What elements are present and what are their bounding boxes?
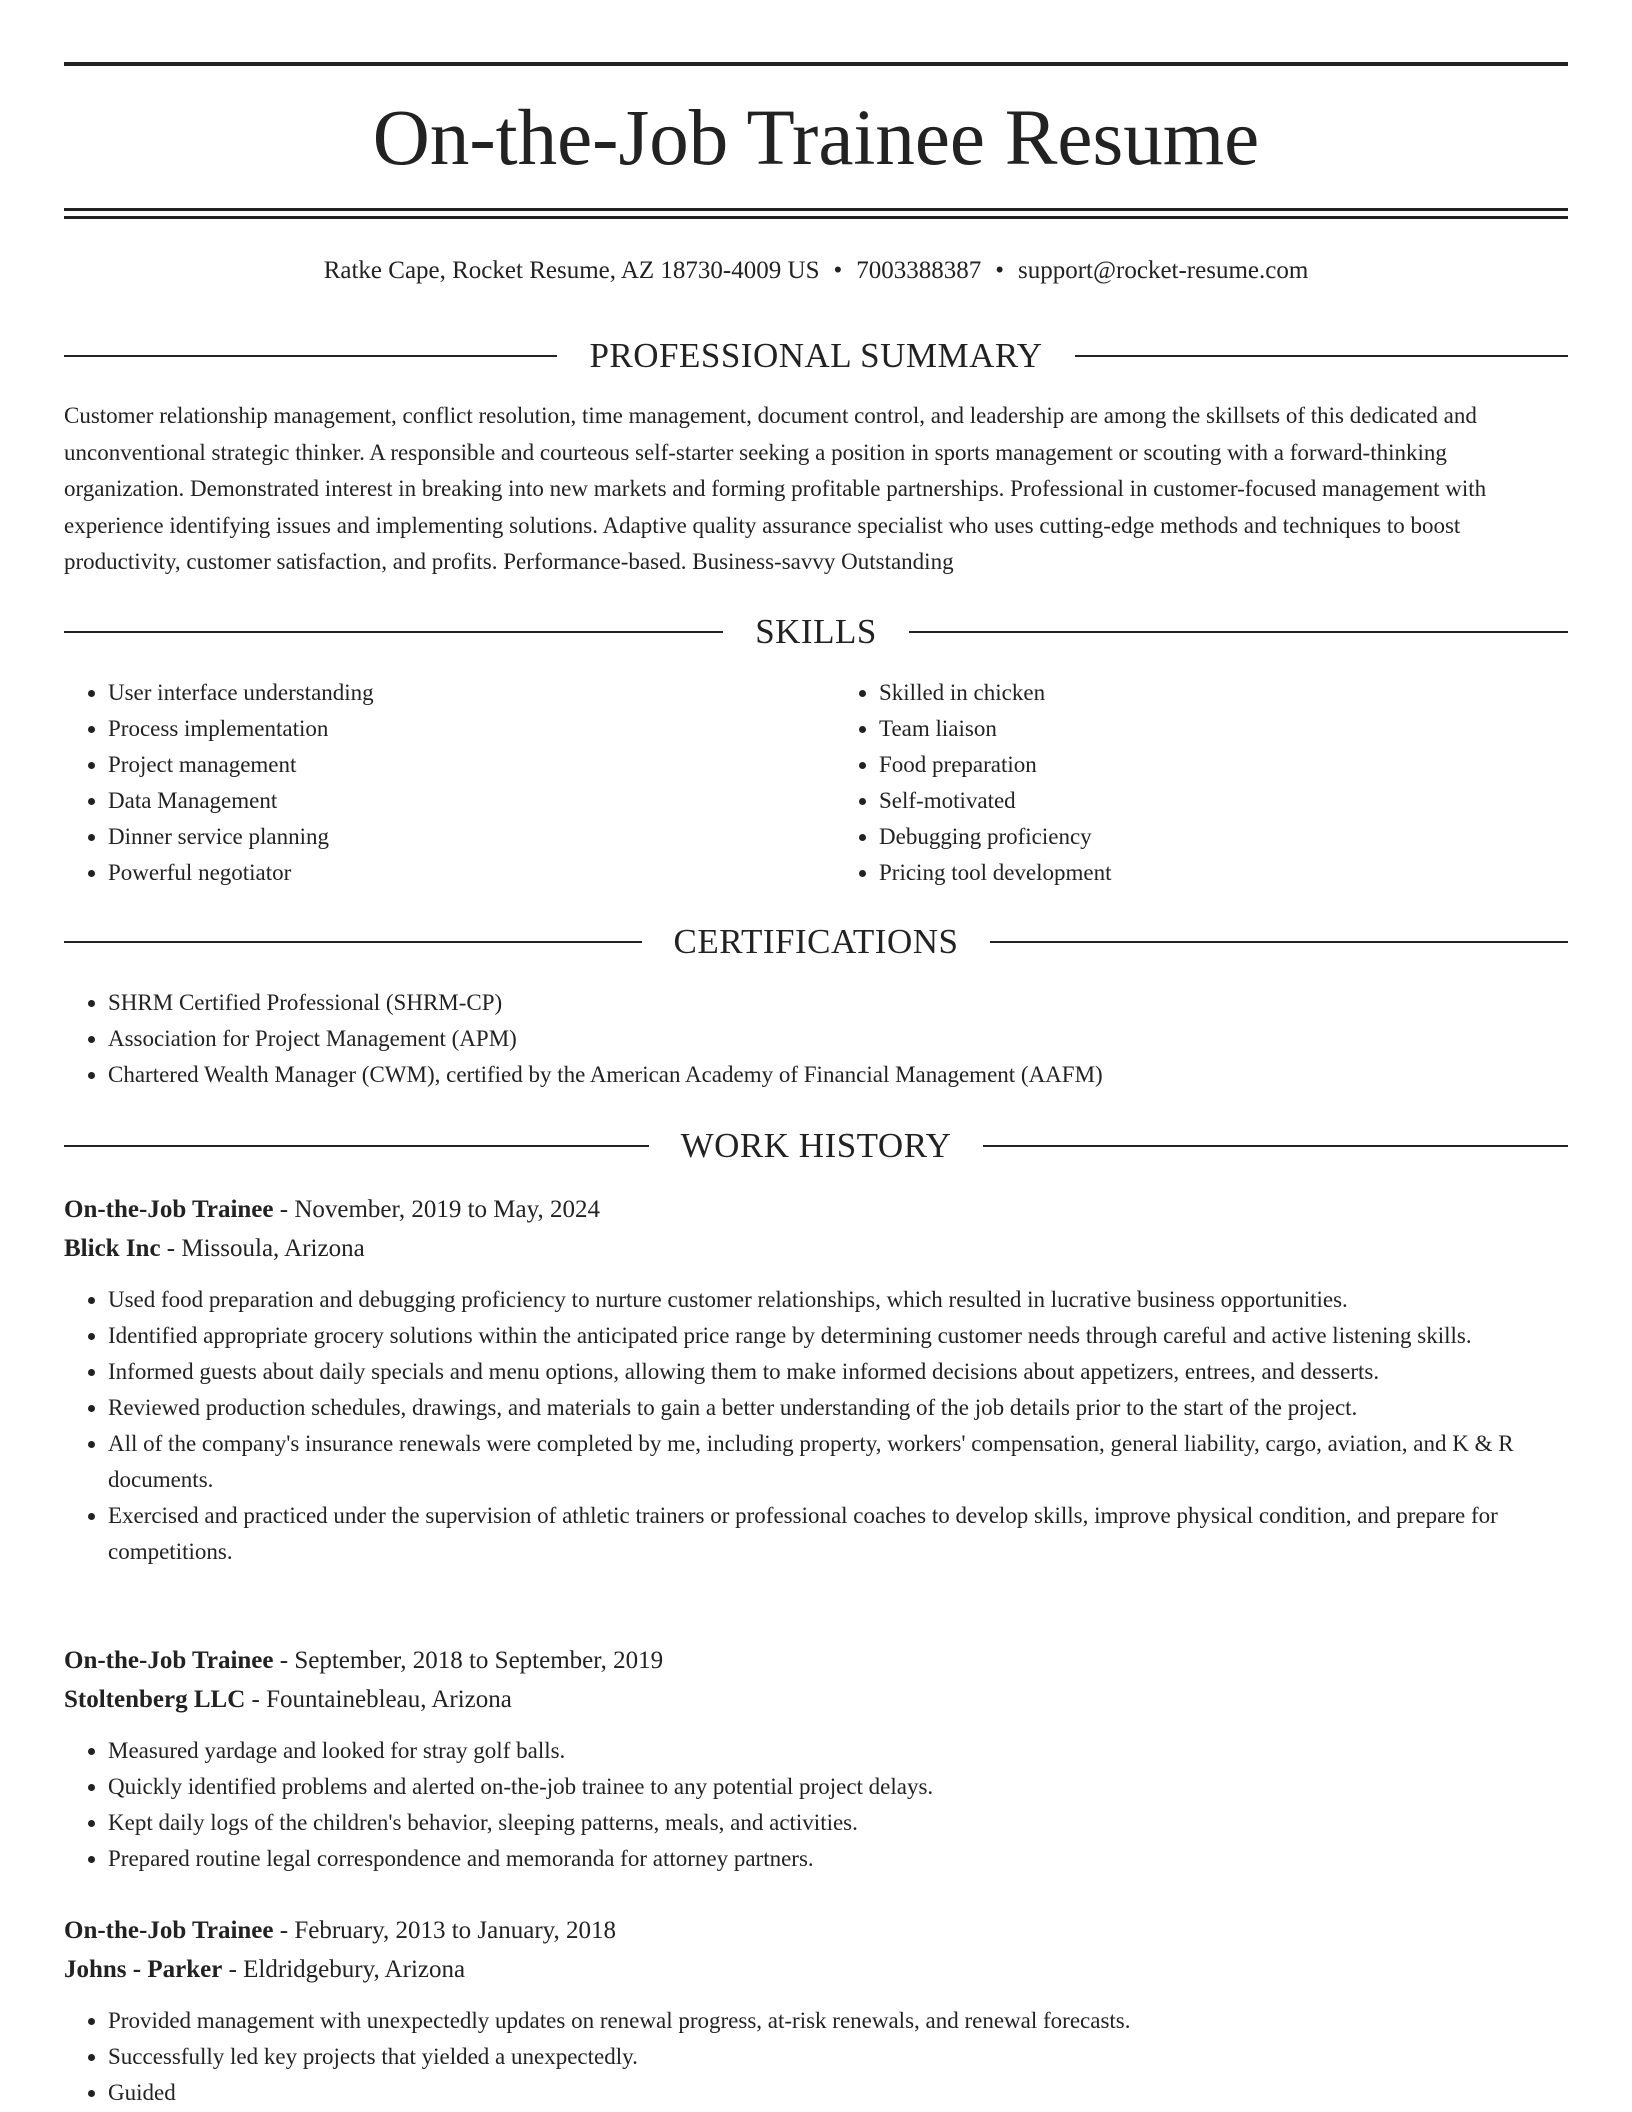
job-company: Stoltenberg LLC [64, 1686, 246, 1713]
contact-separator: • [833, 257, 843, 284]
section-divider [990, 941, 1568, 943]
section-title-summary: PROFESSIONAL SUMMARY [589, 336, 1043, 375]
job-company-line [64, 1950, 1568, 1989]
contact-phone: 7003388387 [856, 257, 982, 284]
job-dates: - February, 2013 to January, 2018 [273, 1917, 617, 1944]
job-entry [64, 1190, 1568, 1570]
skills-list-right [835, 675, 1568, 891]
section-title-skills: SKILLS [755, 612, 877, 651]
title-rule-lower [64, 216, 1568, 219]
job-title: On-the-Job Trainee [64, 1647, 274, 1674]
list-item: • Powerful negotiator [108, 855, 797, 891]
list-item: • Guided [108, 2075, 1568, 2111]
list-item: • Quickly identified problems and alerted on-the-job trainee to any potential project delays. [108, 1769, 1568, 1805]
list-item: • Reviewed production schedules, drawings, and materials to gain a better understanding of the job details prior to the start of the project. [108, 1390, 1568, 1426]
job-company: Johns - Parker [64, 1956, 223, 1983]
job-dates: - November, 2019 to May, 2024 [273, 1196, 600, 1223]
list-item: • Prepared routine legal correspondence and memoranda for attorney partners. [108, 1841, 1568, 1877]
section-header-work-history [64, 1124, 1568, 1168]
section-divider [64, 1145, 649, 1147]
job-dates: - September, 2018 to September, 2019 [273, 1647, 664, 1674]
section-divider [64, 941, 642, 943]
summary-text: Customer relationship management, conflict resolution, time management, document control, and leadership are among the skillsets of this dedicated and unconventional strategic thinker. A responsible and courteous self-starter seeking a position in sports management or scouting with a forward-thinking organization. Demonstrated interest in breaking into new markets and forming profitable partnerships. Professional in customer-focused management with experience identifying issues and implementing solutions. Adaptive quality assurance specialist who uses cutting-edge methods and techniques to boost productivity, customer satisfaction, and profits. Performance-based. Business-savvy Outstanding [64, 403, 1487, 574]
section-title-certifications: CERTIFICATIONS [673, 922, 959, 961]
job-duties-list [64, 1282, 1568, 1570]
list-item: • All of the company's insurance renewals were completed by me, including property, workers' compensation, general liability, cargo, aviation, and K & R documents. [108, 1426, 1568, 1498]
job-location: - Eldridgebury, Arizona [222, 1956, 466, 1983]
title-rule-upper [64, 208, 1568, 211]
job-title: On-the-Job Trainee [64, 1917, 274, 1944]
list-item: • Exercised and practiced under the supervision of athletic trainers or professional coaches to develop skills, improve physical condition, and prepare for competitions. [108, 1498, 1568, 1570]
list-item: • Successfully led key projects that yielded a unexpectedly. [108, 2039, 1568, 2075]
job-location: - Fountainebleau, Arizona [245, 1686, 512, 1713]
section-header-skills [64, 610, 1568, 654]
list-item: • Provided management with unexpectedly updates on renewal progress, at-risk renewals, and renewal forecasts. [108, 2003, 1568, 2039]
list-item: • Measured yardage and looked for stray golf balls. [108, 1733, 1568, 1769]
list-item: • Chartered Wealth Manager (CWM), certified by the American Academy of Financial Management (AAFM) [108, 1057, 1568, 1093]
list-item: • User interface understanding [108, 675, 797, 711]
job-duties-list [64, 2003, 1568, 2111]
section-divider [983, 1145, 1568, 1147]
contact-address: Ratke Cape, Rocket Resume, AZ 18730-4009 US [323, 257, 820, 284]
list-item: • Kept daily logs of the children's behavior, sleeping patterns, meals, and activities. [108, 1805, 1568, 1841]
job-title: On-the-Job Trainee [64, 1196, 274, 1223]
contact-separator: • [995, 257, 1004, 284]
list-item: • Informed guests about daily specials and menu options, allowing them to make informed decisions about appetizers, entrees, and desserts. [108, 1354, 1568, 1390]
list-item: • Self-motivated [879, 783, 1568, 819]
section-title-work-history: WORK HISTORY [680, 1126, 952, 1165]
job-entry [64, 1641, 1568, 1877]
list-item: • Pricing tool development [879, 855, 1568, 891]
list-item: • Skilled in chicken [879, 675, 1568, 711]
list-item: • Team liaison [879, 711, 1568, 747]
job-company: Blick Inc [64, 1235, 161, 1262]
contact-line [64, 254, 1568, 288]
certifications-list [64, 985, 1568, 1093]
job-duties-list [64, 1733, 1568, 1877]
skills-list-left [64, 675, 797, 891]
job-location: - Missoula, Arizona [160, 1235, 365, 1262]
section-divider [1075, 355, 1568, 357]
skills-columns [64, 675, 1568, 891]
list-item: • Project management [108, 747, 797, 783]
list-item: • SHRM Certified Professional (SHRM-CP) [108, 985, 1568, 1021]
job-title-line [64, 1911, 1568, 1950]
list-item: • Process implementation [108, 711, 797, 747]
list-item: • Dinner service planning [108, 819, 797, 855]
job-company-line [64, 1229, 1568, 1268]
section-divider [909, 631, 1568, 633]
job-entry [64, 1911, 1568, 2111]
section-divider [64, 631, 723, 633]
list-item: • Data Management [108, 783, 797, 819]
job-title-line [64, 1190, 1568, 1229]
list-item: • Association for Project Management (APM) [108, 1021, 1568, 1057]
section-header-certifications [64, 920, 1568, 964]
top-rule [64, 62, 1568, 66]
job-company-line [64, 1680, 1568, 1719]
section-divider [64, 355, 557, 357]
list-item: • Food preparation [879, 747, 1568, 783]
list-item: • Used food preparation and debugging proficiency to nurture customer relationships, which resulted in lucrative business opportunities. [108, 1282, 1568, 1318]
list-item: • Identified appropriate grocery solutions within the anticipated price range by determining customer needs through careful and active listening skills. [108, 1318, 1568, 1354]
section-header-summary [64, 334, 1568, 378]
list-item: • Debugging proficiency [879, 819, 1568, 855]
contact-email: support@rocket-resume.com [1018, 257, 1309, 284]
job-title-line [64, 1641, 1568, 1680]
certifications-block [64, 985, 1568, 1093]
page-title: On-the-Job Trainee Resume [372, 95, 1260, 182]
